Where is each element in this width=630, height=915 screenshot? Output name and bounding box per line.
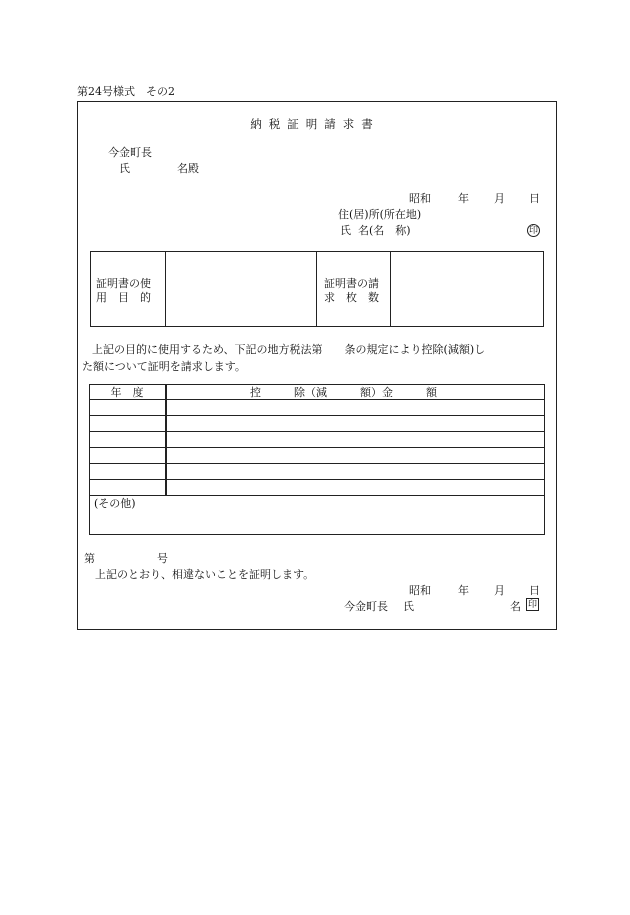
amount-table-row-line (89, 431, 545, 432)
amount-table-row-line (89, 415, 545, 416)
applicant-name-label-1: 氏 (340, 224, 351, 237)
date-year: 年 (458, 192, 469, 205)
amount-table (89, 384, 545, 535)
cert-statement: 上記のとおり、相違ないことを証明します。 (95, 568, 315, 581)
cert-number-prefix: 第 (84, 552, 95, 565)
amount-table-header-line (89, 399, 545, 400)
copies-label-line-2: 求 枚 数 (324, 291, 379, 304)
purpose-divider-1 (165, 251, 166, 327)
amount-other-label: (その他) (94, 497, 136, 510)
amount-header-amount: 控 除（減 額）金 額 (250, 386, 437, 399)
date-era: 昭和 (409, 192, 431, 205)
request-paragraph (82, 341, 547, 375)
amount-table-row-line (89, 447, 545, 448)
cert-date-era: 昭和 (409, 584, 431, 597)
purpose-divider-2 (316, 251, 317, 327)
copies-label-line-1: 証明書の請 (324, 277, 379, 290)
cert-issuer-office: 今金町長 (344, 600, 388, 613)
addressee-name-prefix: 氏 (119, 162, 130, 175)
cert-seal-mark: 印 (527, 600, 537, 610)
form-number: 第24号様式 その2 (77, 85, 175, 98)
purpose-label-line-2: 用 目 的 (96, 291, 151, 304)
cert-date-month: 月 (494, 584, 505, 597)
request-text-line-2: た額について証明を請求します。 (82, 360, 246, 373)
amount-table-row-line (89, 463, 545, 464)
applicant-name-label-2: 名(名 称) (358, 224, 411, 237)
cert-issuer-name-suffix: 名 (510, 600, 521, 613)
form-title: 納税証明請求書 (250, 117, 380, 131)
applicant-seal-mark: 印 (528, 226, 538, 236)
cert-number-suffix: 号 (157, 552, 168, 565)
applicant-address-label: 住(居)所(所在地) (338, 208, 422, 221)
request-text-line-1: 上記の目的に使用するため、下記の地方税法第 条の規定により控除(減額)し (92, 343, 486, 356)
date-month: 月 (494, 192, 505, 205)
purpose-table (90, 251, 544, 327)
addressee-office: 今金町長 (108, 146, 152, 159)
amount-table-row-line (89, 479, 545, 480)
purpose-divider-3 (390, 251, 391, 327)
cert-date-year: 年 (458, 584, 469, 597)
cert-issuer-name-prefix: 氏 (403, 600, 414, 613)
purpose-label-line-1: 証明書の使 (96, 277, 151, 290)
amount-header-year: 年 度 (110, 386, 144, 399)
amount-table-row-line (89, 495, 545, 496)
addressee-honorific: 名殿 (177, 162, 199, 175)
date-day: 日 (529, 192, 540, 205)
cert-date-day: 日 (529, 584, 540, 597)
